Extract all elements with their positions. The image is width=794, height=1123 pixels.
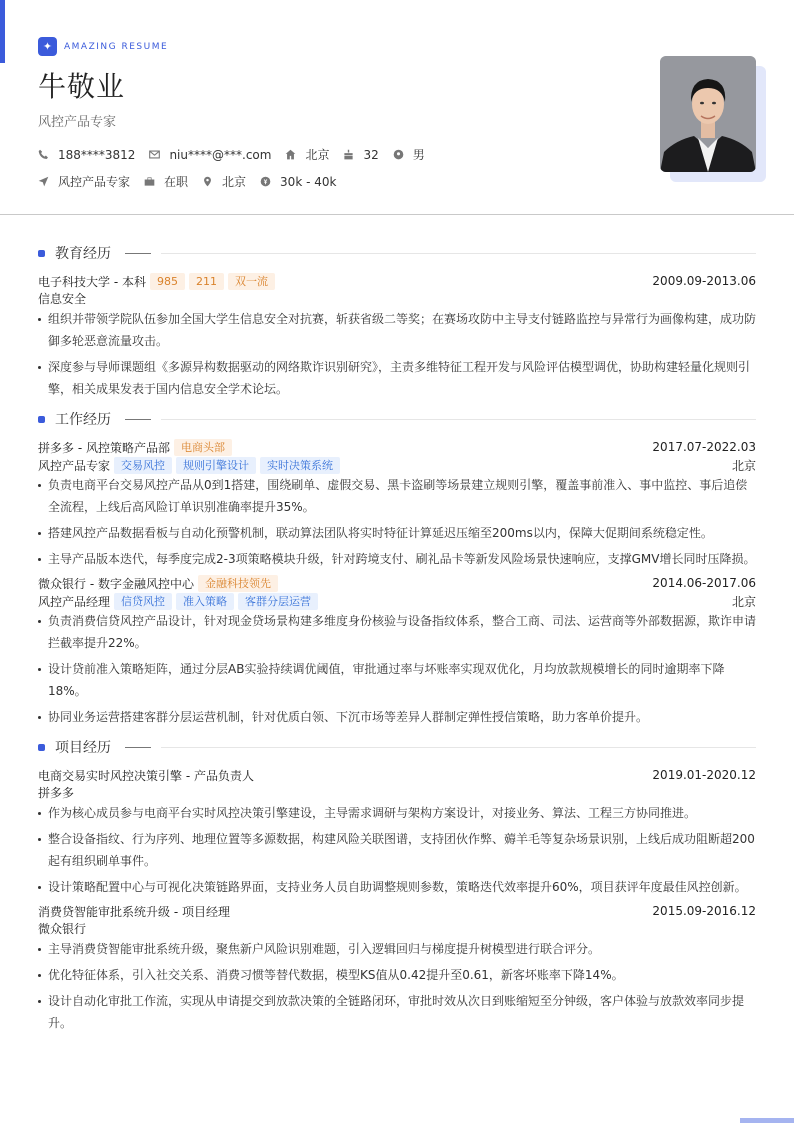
resume-body bbox=[38, 234, 756, 1038]
info-text: 男 bbox=[412, 148, 425, 162]
entry-title-group bbox=[38, 575, 278, 592]
entry-date: 2019.01-2020.12 bbox=[652, 768, 756, 782]
info-location bbox=[202, 173, 246, 190]
company-tag: 金融科技领先 bbox=[198, 575, 278, 592]
entry-date: 2009.09-2013.06 bbox=[652, 274, 756, 288]
section-heading bbox=[38, 734, 756, 760]
list-item: 整合设备指纹、行为序列、地理位置等多源数据，构建风险关联图谱，支持团伙作弊、薅羊毛等复杂场景识别，上线后成功阻断超200起有组织刷单事件。 bbox=[38, 828, 756, 872]
entry-date: 2015.09-2016.12 bbox=[652, 904, 756, 918]
bullet-list bbox=[38, 610, 756, 728]
section-marker bbox=[38, 250, 45, 257]
entry-title-group bbox=[38, 439, 232, 456]
gender-icon bbox=[393, 149, 404, 160]
info-text: 32 bbox=[363, 147, 379, 162]
role-group bbox=[38, 593, 318, 610]
entry-company: 微众银行 bbox=[38, 922, 87, 936]
school-tag: 211 bbox=[189, 273, 224, 290]
candidate-name: 牛敬业 bbox=[38, 70, 126, 103]
skill-tag: 规则引擎设计 bbox=[176, 457, 256, 474]
skill-tag: 客群分层运营 bbox=[238, 593, 318, 610]
brand bbox=[38, 37, 756, 56]
work-entry bbox=[38, 438, 756, 570]
info-age bbox=[343, 148, 378, 162]
info-text: 188****3812 bbox=[58, 147, 136, 162]
accent-bar bbox=[0, 0, 5, 63]
entry-title: 电商交易实时风控决策引擎 - 产品负责人 bbox=[38, 768, 254, 783]
info-text: niu****@***.com bbox=[169, 147, 272, 162]
skill-tag: 实时决策系统 bbox=[260, 457, 340, 474]
info-status bbox=[144, 173, 188, 190]
phone-icon bbox=[38, 149, 49, 160]
info-text: 风控产品专家 bbox=[58, 175, 131, 189]
send-icon bbox=[38, 176, 49, 187]
work-entry bbox=[38, 574, 756, 728]
school-tag: 双一流 bbox=[228, 273, 275, 290]
entry-title: 消费贷智能审批系统升级 - 项目经理 bbox=[38, 904, 230, 919]
info-salary bbox=[260, 175, 336, 189]
entry-header bbox=[38, 438, 756, 456]
list-item: 设计贷前准入策略矩阵，通过分层AB实验持续调优阈值，审批通过率与坏账率实现双优化，月均放款规模增长的同时逾期率下降18%。 bbox=[38, 658, 756, 702]
info-text: 北京 bbox=[305, 148, 330, 162]
bullet-list bbox=[38, 308, 756, 400]
list-item: 负责消费信贷风控产品设计，针对现金贷场景构建多维度身份核验与设备指纹体系，整合工商、司法、运营商等外部数据源，欺诈申请拦截率提升22%。 bbox=[38, 610, 756, 654]
role-group bbox=[38, 457, 340, 474]
entry-company: 拼多多 bbox=[38, 786, 75, 800]
section-heading bbox=[38, 240, 756, 266]
list-item: 优化特征体系，引入社交关系、消费习惯等替代数据，模型KS值从0.42提升至0.61，新客坏账率下降14%。 bbox=[38, 964, 756, 986]
cake-icon bbox=[343, 149, 354, 160]
info-text: 30k - 40k bbox=[280, 174, 337, 189]
brand-text: AMAZING RESUME bbox=[64, 41, 169, 52]
entry-date: 2017.07-2022.03 bbox=[652, 440, 756, 454]
info-email bbox=[149, 148, 271, 162]
list-item: 主导产品版本迭代，每季度完成2-3项策略模块升级，针对跨境支付、刷礼品卡等新发风险场景快速响应，支撑GMV增长同时压降损。 bbox=[38, 548, 756, 570]
entry-city: 北京 bbox=[731, 458, 756, 473]
entry-title: 拼多多 - 风控策略产品部 bbox=[38, 440, 170, 455]
section-rule-short bbox=[125, 747, 151, 748]
info-phone bbox=[38, 148, 135, 162]
education-section bbox=[38, 240, 756, 400]
section-rule-short bbox=[125, 419, 151, 420]
skill-tag: 交易风控 bbox=[114, 457, 172, 474]
work-section bbox=[38, 406, 756, 728]
section-title: 项目经历 bbox=[55, 740, 111, 756]
entry-title: 电子科技大学 - 本科 bbox=[38, 274, 146, 289]
bullet-list bbox=[38, 802, 756, 898]
entry-title: 微众银行 - 数字金融风控中心 bbox=[38, 576, 194, 591]
section-rule-long bbox=[161, 747, 756, 748]
projects-section bbox=[38, 734, 756, 1034]
job-info-row bbox=[38, 173, 350, 190]
bullet-list bbox=[38, 474, 756, 570]
entry-role-row bbox=[38, 456, 756, 474]
skill-tag: 准入策略 bbox=[176, 593, 234, 610]
list-item: 设计策略配置中心与可视化决策链路界面，支持业务人员自助调整规则参数，策略迭代效率提升60%，项目获评年度最佳风控创新。 bbox=[38, 876, 756, 898]
section-rule-long bbox=[161, 253, 756, 254]
education-entry bbox=[38, 272, 756, 400]
school-tag: 985 bbox=[150, 273, 185, 290]
salary-icon bbox=[260, 176, 271, 187]
entry-header bbox=[38, 574, 756, 592]
candidate-title: 风控产品专家 bbox=[38, 115, 117, 130]
profile-photo bbox=[660, 56, 756, 172]
entry-header bbox=[38, 272, 756, 290]
list-item: 主导消费贷智能审批系统升级，聚焦新户风险识别难题，引入逻辑回归与梯度提升树模型进行联合评分。 bbox=[38, 938, 756, 960]
info-gender bbox=[393, 146, 425, 163]
resume-header bbox=[38, 37, 756, 197]
list-item: 搭建风控产品数据看板与自动化预警机制，联动算法团队将实时特征计算延迟压缩至200ms以内，保障大促期间系统稳定性。 bbox=[38, 522, 756, 544]
info-text: 在职 bbox=[164, 175, 189, 189]
entry-title-group bbox=[38, 273, 275, 290]
section-rule-long bbox=[161, 419, 756, 420]
list-item: 深度参与导师课题组《多源异构数据驱动的网络欺诈识别研究》，主责多维特征工程开发与风险评估模型调优，协助构建轻量化规则引擎，相关成果发表于国内信息安全学术论坛。 bbox=[38, 356, 756, 400]
entry-header bbox=[38, 902, 756, 920]
header-divider bbox=[0, 214, 794, 215]
section-marker bbox=[38, 416, 45, 423]
section-rule-short bbox=[125, 253, 151, 254]
info-home-city bbox=[285, 146, 329, 163]
company-tag: 电商头部 bbox=[174, 439, 232, 456]
project-entry bbox=[38, 766, 756, 898]
entry-role-row bbox=[38, 592, 756, 610]
info-target-role bbox=[38, 173, 130, 190]
entry-role: 风控产品专家 bbox=[38, 458, 111, 473]
list-item: 负责电商平台交易风控产品从0到1搭建，围绕刷单、虚假交易、黑卡盗刷等场景建立规则引擎，覆盖事前准入、事中监控、事后追偿全流程，上线后高风险订单识别准确率提升35%。 bbox=[38, 474, 756, 518]
profile-photo-frame bbox=[660, 56, 756, 172]
contact-info-row bbox=[38, 146, 439, 163]
location-pin-icon bbox=[202, 176, 213, 187]
home-icon bbox=[285, 149, 296, 160]
section-title: 教育经历 bbox=[55, 246, 111, 262]
section-title: 工作经历 bbox=[55, 412, 111, 428]
bottom-accent-bar bbox=[740, 1118, 794, 1123]
info-text: 北京 bbox=[222, 175, 247, 189]
list-item: 协同业务运营搭建客群分层运营机制，针对优质白领、下沉市场等差异人群制定弹性授信策略，助力客单价提升。 bbox=[38, 706, 756, 728]
project-entry bbox=[38, 902, 756, 1034]
sparkle-icon: ✦ bbox=[38, 37, 57, 56]
bullet-list bbox=[38, 938, 756, 1034]
mail-icon bbox=[149, 149, 160, 160]
entry-major: 信息安全 bbox=[38, 292, 87, 306]
skill-tag: 信贷风控 bbox=[114, 593, 172, 610]
list-item: 设计自动化审批工作流，实现从申请提交到放款决策的全链路闭环，审批时效从次日到账缩短至分钟级，客户体验与放款效率同步提升。 bbox=[38, 990, 756, 1034]
entry-date: 2014.06-2017.06 bbox=[652, 576, 756, 590]
list-item: 作为核心成员参与电商平台实时风控决策引擎建设，主导需求调研与架构方案设计，对接业务、算法、工程三方协同推进。 bbox=[38, 802, 756, 824]
briefcase-icon bbox=[144, 176, 155, 187]
section-heading bbox=[38, 406, 756, 432]
entry-role: 风控产品经理 bbox=[38, 594, 111, 609]
entry-city: 北京 bbox=[731, 594, 756, 609]
section-marker bbox=[38, 744, 45, 751]
entry-header bbox=[38, 766, 756, 784]
list-item: 组织并带领学院队伍参加全国大学生信息安全对抗赛，斩获省级二等奖；在赛场攻防中主导支付链路监控与异常行为画像构建，成功防御多轮恶意流量攻击。 bbox=[38, 308, 756, 352]
